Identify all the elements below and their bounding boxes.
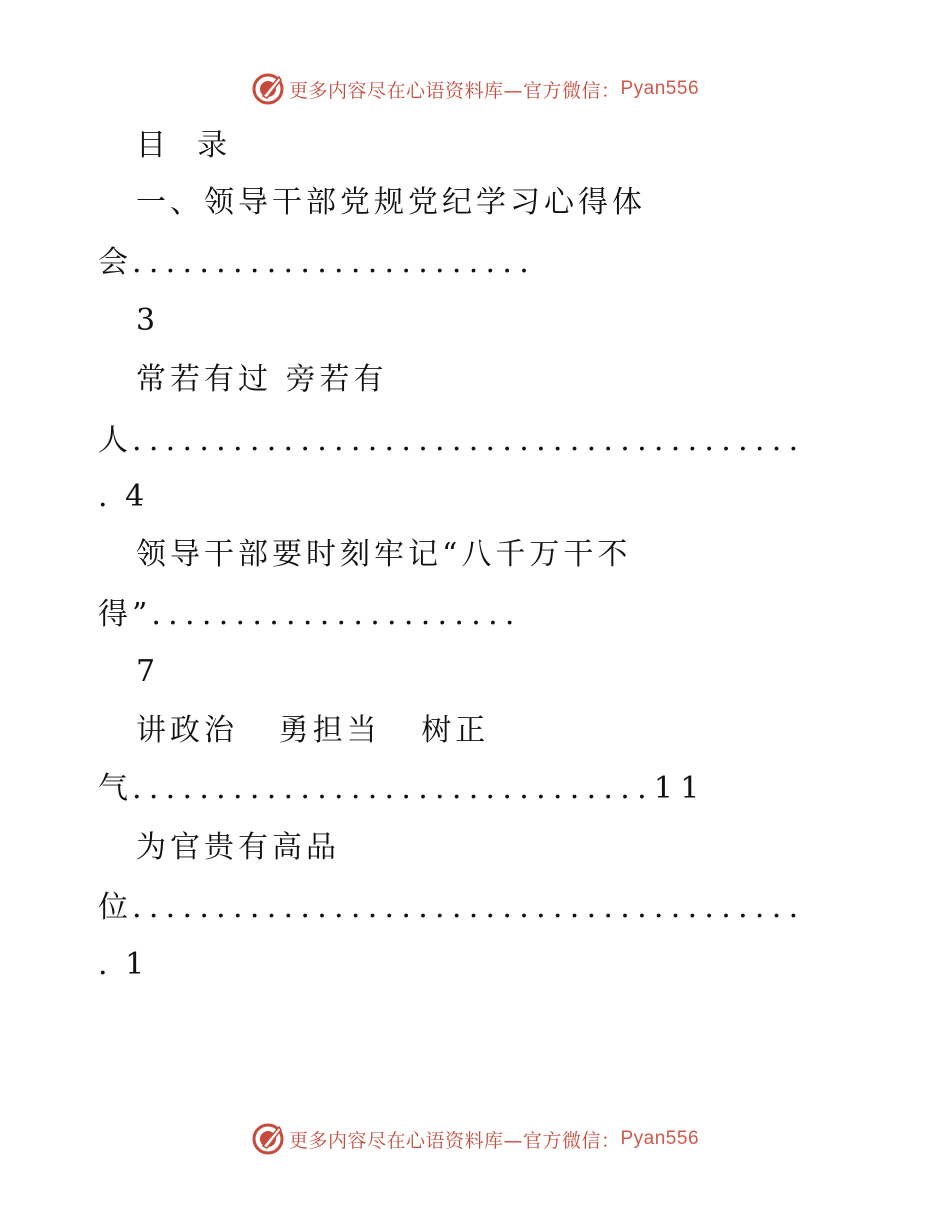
footer-watermark	[0, 1122, 950, 1156]
watermark-text: 更多内容尽在心语资料库—	[288, 79, 523, 102]
toc-entry-5-title-end: 位	[98, 890, 132, 925]
toc-entry-5-page: . 1	[98, 947, 149, 982]
toc-entry-3-title-end: 得”	[98, 597, 152, 632]
watermark-text: 更多内容尽在心语资料库—	[288, 1129, 523, 1152]
toc-entry-2-title: 常若有过 旁若有	[136, 362, 388, 397]
toc-entry-3-page: 7	[136, 654, 160, 689]
toc-entry-2-dots: ........................................	[132, 423, 806, 458]
quill-logo-icon	[251, 1122, 285, 1156]
toc-entry-5-dots: ........................................	[132, 890, 806, 925]
toc-entry-3-title: 领导干部要时刻牢记“八千万干不	[136, 537, 632, 572]
toc-entry-3-leader	[98, 595, 522, 635]
toc-entry-3-dots: ......................	[151, 597, 522, 632]
toc-entry-2-page: . 4	[98, 479, 149, 514]
watermark-wechat-id: Pyan556	[620, 78, 700, 99]
toc-entry-1-title: 一、领导干部党规党纪学习心得体	[136, 185, 646, 220]
toc-entry-1-leader	[98, 243, 536, 283]
toc-entry-1-page: 3	[136, 303, 160, 338]
toc-title: 目 录	[136, 128, 232, 163]
toc-entry-4-title: 讲政治 勇担当 树正	[136, 713, 490, 748]
toc-entry-1-title-end: 会	[98, 245, 132, 280]
toc-entry-2-leader	[98, 421, 805, 461]
toc-entry-5-leader	[98, 888, 805, 928]
watermark-wechat-label: 官方微信：	[522, 79, 621, 102]
watermark-wechat-id: Pyan556	[620, 1128, 700, 1149]
toc-entry-4-title-end: 气	[98, 771, 132, 806]
toc-entry-4-dots: ...............................11	[132, 771, 707, 806]
toc-entry-5-title: 为官贵有高品	[136, 830, 340, 865]
toc-entry-1-dots: ........................	[132, 245, 537, 280]
watermark-wechat-label: 官方微信：	[522, 1129, 621, 1152]
toc-entry-2-title-end: 人	[98, 423, 132, 458]
toc-entry-4-leader	[98, 769, 707, 809]
